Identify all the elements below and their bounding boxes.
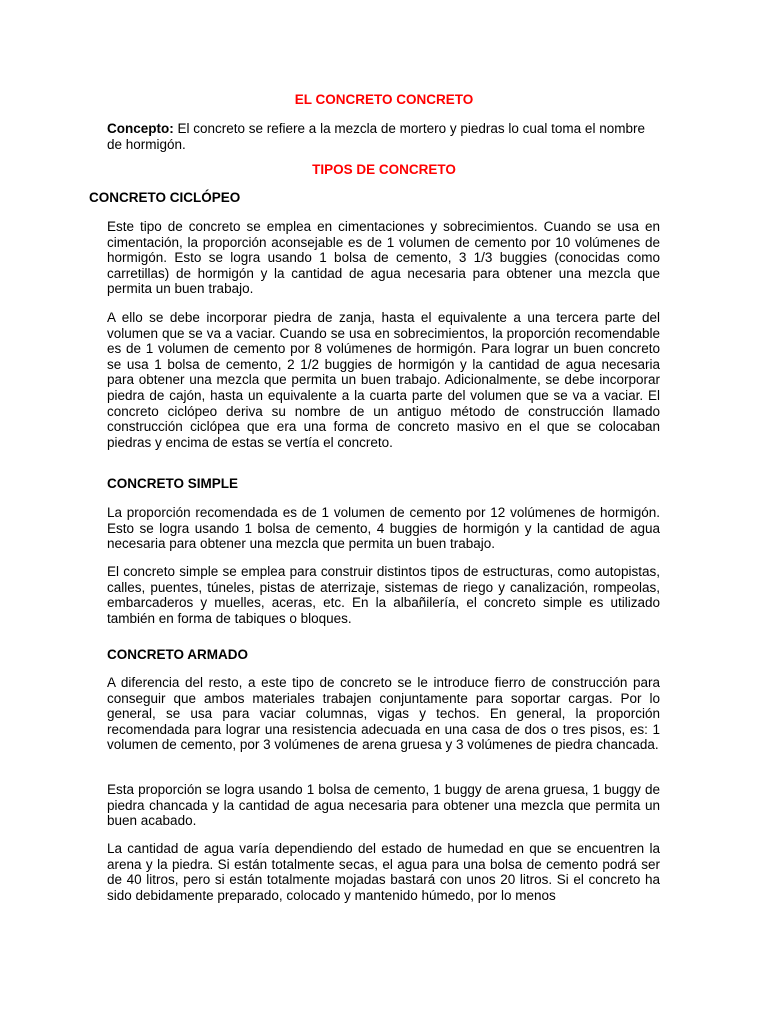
paragraph-simple-1: La proporción recomendada es de 1 volumen de cemento por 12 volúmenes de hormigón. Esto se logra usando 1 bolsa de cemento, 4 buggies de hormigón y la cantidad de agua necesaria para obtener una mezcla que permita un buen trabajo. bbox=[107, 505, 660, 552]
section-heading-armado: CONCRETO ARMADO bbox=[107, 647, 248, 662]
types-heading: TIPOS DE CONCRETO bbox=[312, 162, 456, 177]
section-heading-simple: CONCRETO SIMPLE bbox=[107, 476, 239, 491]
paragraph-simple-2: El concreto simple se emplea para construir distintos tipos de estructuras, como autopistas, calles, puentes, túneles, pistas de aterrizaje, sistemas de riego y canalización, rompeolas, embarcaderos y muelles, aceras, etc. En la albañilería, el concreto simple es utilizado también en forma de tabiques o bloques. bbox=[107, 564, 660, 626]
paragraph-ciclopeo-1: Este tipo de concreto se emplea en cimentaciones y sobrecimientos. Cuando se usa en cimentación, la proporción aconsejable es de 1 volumen de cemento por 10 volúmenes de hormigón. Esto se logra usando 1 bolsa de cemento, 3 1/3 buggies (conocidas como carretillas) de hormigón y la cantidad de agua necesaria para obtener una mezcla que permita un buen trabajo. bbox=[107, 219, 660, 297]
paragraph-ciclopeo-2: A ello se debe incorporar piedra de zanja, hasta el equivalente a una tercera parte del volumen que se va a vaciar. Cuando se usa en sobrecimientos, la proporción recomendable es de 1 volumen de cemento por 8 volúmenes de hormigón. Para lograr un buen concreto se usa 1 bolsa de cemento, 2 1/2 buggies de hormigón y la cantidad de agua necesaria para obtener una mezcla que permita un buen trabajo. Adicionalmente, se debe incorporar piedra de cajón, hasta un equivalente a la cuarta parte del volumen que se va a vaciar. El concreto ciclópeo deriva su nombre de un antiguo método de construcción llamado construcción ciclópea que era una forma de concreto masivo en el que se colocaban piedras y encima de estas se vertía el concreto. bbox=[107, 310, 660, 450]
concept-text: El concreto se refiere a la mezcla de mortero y piedras lo cual toma el nombre de hormigón. bbox=[107, 121, 645, 152]
paragraph-armado-2: Esta proporción se logra usando 1 bolsa de cemento, 1 buggy de arena gruesa, 1 buggy de piedra chancada y la cantidad de agua necesaria para obtener una mezcla que permita un buen acabado. bbox=[107, 782, 660, 829]
concept-paragraph bbox=[107, 121, 660, 152]
concept-label: Concepto: bbox=[107, 121, 174, 136]
paragraph-armado-3: La cantidad de agua varía dependiendo del estado de humedad en que se encuentren la arena y la piedra. Si están totalmente secas, el agua para una bolsa de cemento podrá ser de 40 litros, pero si están totalmente mojadas bastará con unos 20 litros. Si el concreto ha sido debidamente preparado, colocado y mantenido húmedo, por lo menos bbox=[107, 841, 660, 903]
document-title: EL CONCRETO CONCRETO bbox=[294, 92, 474, 107]
paragraph-armado-1: A diferencia del resto, a este tipo de concreto se le introduce fierro de construcción para conseguir que ambos materiales trabajen conjuntamente para soportar cargas. Por lo general, se usa para vaciar columnas, vigas y techos. En general, la proporción recomendada para lograr una resistencia adecuada en una casa de dos o tres pisos, es: 1 volumen de cemento, por 3 volúmenes de arena gruesa y 3 volúmenes de piedra chancada. bbox=[107, 675, 660, 753]
section-heading-ciclopeo: CONCRETO CICLÓPEO bbox=[89, 190, 241, 205]
